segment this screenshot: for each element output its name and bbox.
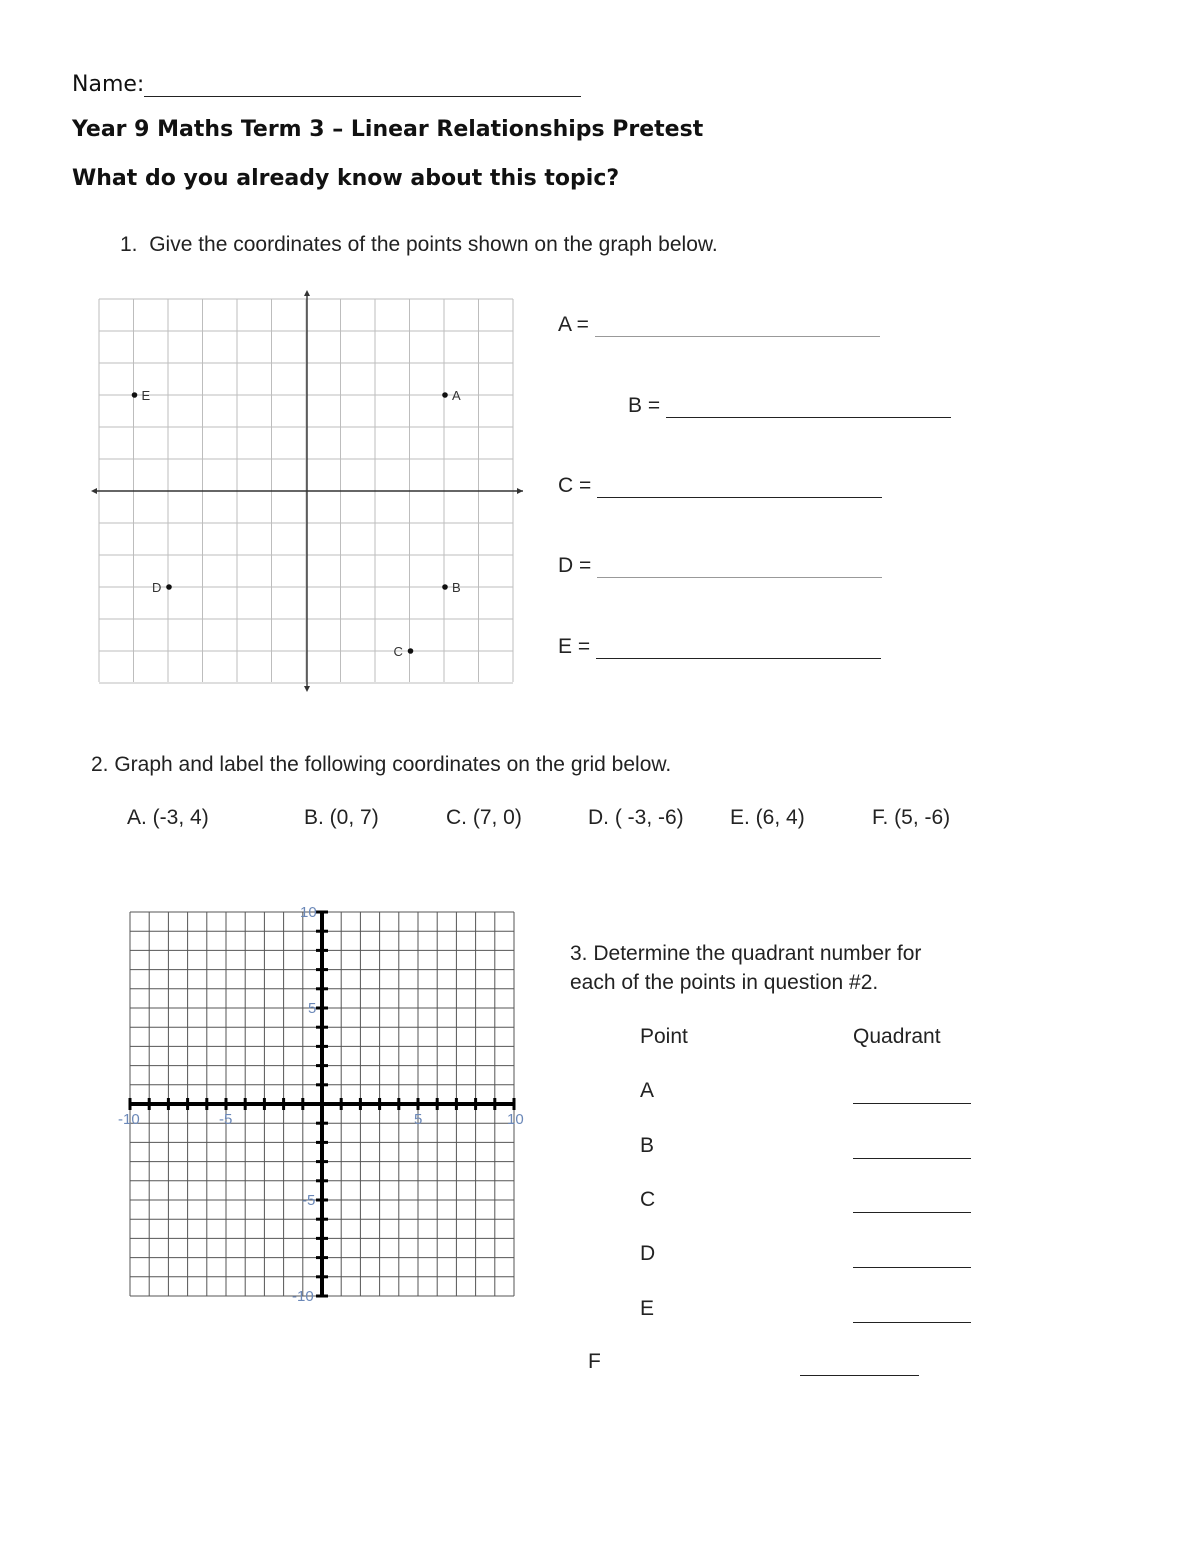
y-label-neg5: -5 (302, 1192, 316, 1209)
q2-coord-b: B. (0, 7) (304, 806, 379, 829)
q2-coord-f: F. (5, -6) (872, 806, 951, 829)
x-label-pos10: 10 (507, 1111, 524, 1128)
q3-prompt-line1: 3. Determine the quadrant number for (570, 942, 922, 965)
q3-quadrant-field-e[interactable] (853, 1300, 971, 1323)
q3-quadrant-field-b[interactable] (853, 1136, 971, 1159)
q3-point-e: E (640, 1297, 655, 1320)
q1-number: 1. (120, 233, 138, 256)
q1-y-arrow-down (304, 686, 310, 692)
name-field[interactable] (144, 74, 581, 97)
x-label-neg5: -5 (219, 1111, 233, 1128)
q3-quadrant-field-f[interactable] (800, 1353, 919, 1376)
q1-point-e (132, 392, 138, 398)
answer-label-c: C = (558, 474, 592, 497)
y-label-pos10: 10 (300, 904, 317, 921)
q1-point-b (442, 584, 448, 590)
page-title: Year 9 Maths Term 3 – Linear Relationships Pretest (72, 117, 704, 142)
x-label-pos5: 5 (414, 1111, 423, 1128)
y-label-pos5: 5 (308, 1000, 317, 1017)
answer-row-a (558, 313, 880, 337)
answer-field-e[interactable] (596, 636, 881, 659)
answer-label-b: B = (628, 394, 661, 417)
q1-prompt (120, 233, 718, 257)
q1-point-label-e: E (141, 388, 151, 403)
q1-axes (91, 290, 523, 692)
q3-quadrant-field-c[interactable] (853, 1190, 971, 1213)
q3-quadrant-field-d[interactable] (853, 1245, 971, 1268)
q2-coord-c: C. (7, 0) (446, 806, 522, 829)
q1-y-arrow-up (304, 290, 310, 296)
answer-row-d (558, 554, 882, 578)
x-label-neg10: -10 (118, 1111, 140, 1128)
answer-field-a[interactable] (595, 314, 880, 337)
q1-point-label-c: C (393, 644, 403, 659)
answer-label-a: A = (558, 313, 589, 336)
q1-point-label-a: A (452, 388, 461, 403)
q2-prompt: 2. Graph and label the following coordinates on the grid below. (91, 753, 672, 776)
q1-prompt-text: Give the coordinates of the points shown on the graph below. (149, 233, 718, 256)
q3-point-f: F (588, 1350, 601, 1373)
q1-point-a (442, 392, 448, 398)
q3-col-quadrant: Quadrant (853, 1025, 941, 1048)
q3-quadrant-field-a[interactable] (853, 1081, 971, 1104)
q3-point-d: D (640, 1242, 656, 1265)
q3-prompt-line2: each of the points in question #2. (570, 971, 879, 994)
answer-row-b (628, 394, 951, 418)
answer-field-b[interactable] (666, 395, 951, 418)
q3-point-b: B (640, 1134, 655, 1157)
q2-grid-graph[interactable] (110, 900, 540, 1310)
name-label: Name: (72, 72, 145, 97)
answer-field-d[interactable] (597, 555, 882, 578)
q3-point-c: C (640, 1188, 656, 1211)
q1-graph (85, 280, 535, 700)
answer-row-e (558, 635, 881, 659)
q1-point-label-d: D (152, 580, 162, 595)
q1-point-d (166, 584, 172, 590)
q3-point-a: A (640, 1079, 655, 1102)
q2-coord-e: E. (6, 4) (730, 806, 805, 829)
q1-x-arrow-left (91, 488, 97, 494)
q3-col-point: Point (640, 1025, 688, 1048)
answer-label-d: D = (558, 554, 592, 577)
answer-label-e: E = (558, 635, 591, 658)
name-line (72, 72, 581, 97)
q1-point-c (408, 648, 414, 654)
y-label-neg10: -10 (292, 1288, 314, 1305)
q1-point-label-b: B (452, 580, 461, 595)
q1-x-arrow-right (517, 488, 523, 494)
q2-coord-a: A. (-3, 4) (127, 806, 209, 829)
answer-field-c[interactable] (597, 475, 882, 498)
answer-row-c (558, 474, 882, 498)
q2-coord-d: D. ( -3, -6) (588, 806, 684, 829)
page-subtitle: What do you already know about this topic? (72, 166, 620, 191)
